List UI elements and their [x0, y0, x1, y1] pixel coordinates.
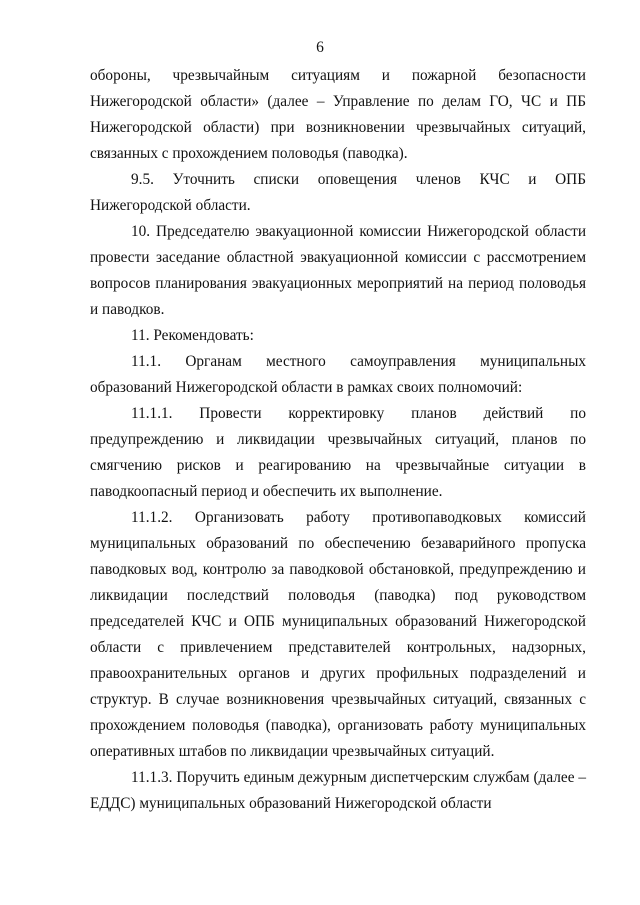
paragraph-11-1-1: 11.1.1. Провести корректировку планов действий по предупреждению и ликвидации чрезвычайных ситуаций, планов по смягчению рисков и реагированию на чрезвычайные ситуации в паводкоопасный период и обеспечить их выполнение. [90, 405, 586, 500]
paragraph-11-1-2: 11.1.2. Организовать работу противопаводковых комиссий муниципальных образований по обеспечению безаварийного пропуска паводковых вод, контролю за паводковой обстановкой, предупреждению и ликвидации последствий половодья (паводка) под руководством председателей КЧС и ОПБ муниципальных образований Нижегородской области с привлечением представителей контрольных, надзорных, правоохранительных органов и других профильных подразделений и структур. В случае возникновения чрезвычайных ситуаций, связанных с прохождением половодья (паводка), организовать работу муниципальных оперативных штабов по ликвидации чрезвычайных ситуаций. [90, 509, 586, 760]
paragraph-11: 11. Рекомендовать: [131, 327, 254, 344]
paragraph-9-5: 9.5. Уточнить списки оповещения членов КЧС и ОПБ Нижегородской области. [90, 171, 586, 214]
paragraph-11-1-3: 11.1.3. Поручить единым дежурным диспетчерским службам (далее – ЕДДС) муниципальных образований Нижегородской области [90, 769, 586, 812]
document-body [90, 63, 586, 817]
paragraph-11-1: 11.1. Органам местного самоуправления муниципальных образований Нижегородской области в рамках своих полномочий: [90, 353, 586, 396]
paragraph-continuation: обороны, чрезвычайным ситуациям и пожарной безопасности Нижегородской области» (далее – Управление по делам ГО, ЧС и ПБ Нижегородской области) при возникновении чрезвычайных ситуаций, связанных с прохождением половодья (паводка). [90, 67, 586, 162]
page-number: 6 [316, 39, 324, 56]
paragraph-10: 10. Председателю эвакуационной комиссии Нижегородской области провести заседание областной эвакуационной комиссии с рассмотрением вопросов планирования эвакуационных мероприятий на период половодья и паводков. [90, 223, 586, 318]
